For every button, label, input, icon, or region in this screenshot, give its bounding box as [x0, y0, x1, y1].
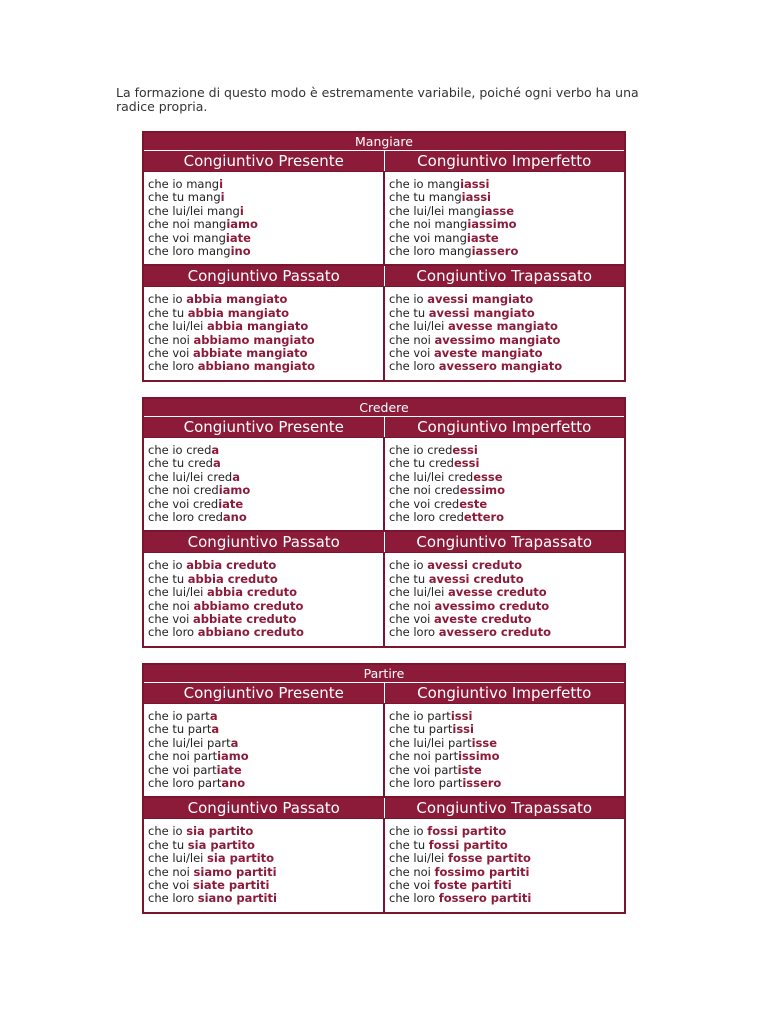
conjugation-line	[389, 737, 624, 750]
conjugation-ending: i	[239, 203, 244, 218]
header-trapassato: Congiuntivo Trapassato	[385, 532, 625, 552]
conjugation-line	[389, 613, 624, 626]
cell-trapassato	[385, 819, 624, 911]
conjugation-prefix: che voi	[389, 611, 435, 626]
conjugation-line	[148, 245, 383, 258]
header-imperfetto: Congiuntivo Imperfetto	[385, 683, 625, 703]
cell-passato	[144, 553, 385, 645]
conjugation-ending: fossero partiti	[438, 891, 532, 906]
header-trapassato: Congiuntivo Trapassato	[385, 266, 625, 286]
conjugation-ending: abbiamo mangiato	[193, 332, 315, 347]
conjugation-prefix: che lui/lei	[148, 319, 208, 334]
conjugation-ending: issi	[452, 722, 474, 737]
conjugation-ending: iate	[225, 230, 251, 245]
conjugation-line	[148, 559, 383, 572]
conjugation-line	[389, 444, 624, 457]
conjugation-ending: i	[220, 190, 225, 205]
conjugation-ending: aveste mangiato	[434, 345, 543, 360]
conjugation-ending: isse	[471, 735, 498, 750]
conjugation-line	[148, 484, 383, 497]
conjugation-prefix: che tu	[148, 571, 188, 586]
conjugation-line	[389, 191, 624, 204]
conjugation-line	[148, 307, 383, 320]
conjugation-ending: avessimo creduto	[434, 598, 550, 613]
conjugation-ending: fosse partito	[448, 851, 531, 866]
conjugation-line	[148, 457, 383, 470]
conjugation-line	[389, 498, 624, 511]
header-row-bottom	[144, 532, 624, 552]
conjugation-ending: a	[232, 469, 240, 484]
conjugation-line	[148, 205, 383, 218]
conjugation-ending: ino	[230, 243, 251, 258]
conjugation-prefix: che io	[389, 292, 428, 307]
conjugation-ending: issi	[450, 709, 473, 723]
conjugation-prefix: che loro mang	[148, 243, 231, 258]
conjugation-prefix: che voi	[148, 345, 194, 360]
conjugation-prefix: che loro cred	[389, 509, 464, 524]
conjugation-ending: este	[459, 496, 488, 511]
verb-table-mangiare	[142, 131, 626, 382]
conjugation-line	[389, 178, 624, 191]
conjugation-line	[389, 471, 624, 484]
conjugation-prefix: che noi	[148, 598, 194, 613]
conjugation-line	[389, 334, 624, 347]
conjugation-ending: foste partiti	[434, 877, 512, 892]
conjugation-line	[389, 764, 624, 777]
conjugation-line	[389, 750, 624, 763]
cell-trapassato	[385, 553, 624, 645]
conjugation-prefix: che voi	[148, 877, 194, 892]
conjugation-prefix: che voi	[389, 877, 435, 892]
verb-title: Mangiare	[144, 133, 624, 151]
conjugation-ending: essi	[453, 456, 480, 471]
conjugation-ending: a	[211, 722, 220, 737]
conjugation-line	[389, 573, 624, 586]
conjugation-ending: avessimo mangiato	[434, 332, 561, 347]
conjugation-ending: a	[209, 709, 218, 723]
conjugation-prefix: che io	[389, 558, 428, 573]
conjugation-ending: iasse	[480, 203, 515, 218]
conjugation-line	[148, 293, 383, 306]
header-passato: Congiuntivo Passato	[144, 798, 385, 818]
conjugation-ending: abbia mangiato	[207, 319, 309, 334]
conjugation-ending: iassi	[461, 190, 491, 205]
cell-imperfetto	[385, 172, 624, 264]
conjugation-ending: avessi creduto	[428, 571, 524, 586]
conjugation-prefix: che tu	[389, 305, 429, 320]
header-imperfetto: Congiuntivo Imperfetto	[385, 151, 625, 171]
conjugation-prefix: che loro part	[389, 775, 463, 790]
conjugation-ending: fossi partito	[427, 824, 507, 839]
conjugation-line	[148, 600, 383, 613]
conjugation-line	[148, 178, 383, 191]
conjugation-line	[148, 825, 383, 838]
conjugation-ending: iaste	[466, 230, 499, 245]
conjugation-line	[148, 498, 383, 511]
conjugation-prefix: che noi	[148, 864, 194, 879]
conjugation-line	[389, 484, 624, 497]
conjugation-ending: iate	[218, 496, 244, 511]
conjugation-ending: fossi partito	[428, 837, 508, 852]
conjugation-prefix: che voi part	[389, 762, 458, 777]
header-presente: Congiuntivo Presente	[144, 151, 385, 171]
conjugation-line	[389, 293, 624, 306]
conjugation-line	[148, 218, 383, 231]
conjugation-ending: iassimo	[467, 217, 517, 232]
header-presente: Congiuntivo Presente	[144, 683, 385, 703]
conjugation-line	[389, 360, 624, 373]
conjugation-line	[389, 852, 624, 865]
conjugation-ending: iamo	[217, 749, 249, 764]
conjugation-prefix: che io part	[148, 709, 210, 723]
conjugation-line	[389, 626, 624, 639]
conjugation-prefix: che loro	[389, 359, 439, 374]
conjugation-prefix: che loro mang	[389, 243, 472, 258]
conjugation-ending: avessi mangiato	[427, 292, 534, 307]
conjugation-ending: siate partiti	[193, 877, 270, 892]
conjugation-line	[389, 600, 624, 613]
conjugation-line	[148, 334, 383, 347]
conjugation-prefix: che lui/lei mang	[148, 203, 240, 218]
conjugation-ending: avesse creduto	[448, 585, 547, 600]
body-row-top	[144, 703, 624, 796]
conjugation-prefix: che io part	[389, 709, 451, 723]
conjugation-ending: iassero	[471, 243, 519, 258]
conjugation-prefix: che voi	[389, 345, 435, 360]
conjugation-ending: iate	[216, 762, 242, 777]
conjugation-prefix: che io	[389, 824, 428, 839]
conjugation-prefix: che tu	[389, 571, 429, 586]
conjugation-prefix: che noi	[389, 864, 435, 879]
conjugation-line	[148, 852, 383, 865]
conjugation-line	[389, 559, 624, 572]
conjugation-ending: abbia creduto	[186, 558, 277, 573]
header-passato: Congiuntivo Passato	[144, 532, 385, 552]
conjugation-prefix: che loro	[148, 625, 198, 640]
conjugation-prefix: che io	[148, 292, 187, 307]
verb-title: Credere	[144, 399, 624, 417]
conjugation-ending: esse	[473, 469, 503, 484]
conjugation-ending: issero	[462, 775, 502, 790]
conjugation-ending: sia partito	[207, 851, 275, 866]
conjugation-ending: avessero creduto	[438, 625, 551, 640]
conjugation-prefix: che loro	[148, 891, 198, 906]
conjugation-line	[148, 892, 383, 905]
conjugation-prefix: che lui/lei part	[148, 735, 231, 750]
conjugation-ending: a	[211, 443, 220, 457]
conjugation-ending: ano	[222, 509, 247, 524]
conjugation-ending: avessi creduto	[427, 558, 523, 573]
conjugation-line	[148, 511, 383, 524]
conjugation-prefix: che noi part	[389, 749, 459, 764]
conjugation-ending: sia partito	[186, 824, 254, 839]
conjugation-line	[148, 444, 383, 457]
conjugation-line	[389, 218, 624, 231]
conjugation-ending: iamo	[218, 483, 251, 498]
conjugation-line	[148, 191, 383, 204]
conjugation-ending: siamo partiti	[193, 864, 277, 879]
cell-trapassato	[385, 287, 624, 379]
conjugation-prefix: che io cred	[389, 443, 453, 457]
header-passato: Congiuntivo Passato	[144, 266, 385, 286]
header-row-top	[144, 417, 624, 437]
header-row-top	[144, 683, 624, 703]
header-row-bottom	[144, 266, 624, 286]
conjugation-line	[389, 839, 624, 852]
conjugation-prefix: che io	[148, 824, 187, 839]
conjugation-line	[148, 879, 383, 892]
conjugation-line	[148, 710, 383, 723]
conjugation-line	[148, 573, 383, 586]
conjugation-ending: ano	[221, 775, 246, 790]
intro-paragraph: La formazione di questo modo è estremamente variabile, poiché ogni verbo ha una radice propria.	[116, 85, 639, 114]
conjugation-prefix: che noi mang	[389, 217, 468, 232]
header-row-top	[144, 151, 624, 171]
conjugation-ending: aveste creduto	[434, 611, 532, 626]
conjugation-prefix: che voi part	[148, 762, 217, 777]
conjugation-prefix: che loro part	[148, 775, 222, 790]
conjugation-prefix: che voi cred	[389, 496, 460, 511]
conjugation-ending: siano partiti	[197, 891, 277, 906]
conjugation-ending: abbiate creduto	[193, 611, 297, 626]
conjugation-ending: abbiano mangiato	[197, 359, 316, 374]
conjugation-prefix: che noi cred	[148, 483, 219, 498]
conjugation-prefix: che loro cred	[148, 509, 223, 524]
header-row-bottom	[144, 798, 624, 818]
conjugation-line	[389, 232, 624, 245]
body-row-bottom	[144, 286, 624, 379]
conjugation-prefix: che tu mang	[148, 190, 221, 205]
conjugation-prefix: che lui/lei	[148, 851, 208, 866]
conjugation-ending: abbia creduto	[207, 585, 298, 600]
conjugation-ending: avessero mangiato	[438, 359, 563, 374]
conjugation-line	[148, 777, 383, 790]
cell-presente	[144, 172, 385, 264]
conjugation-prefix: che voi mang	[389, 230, 467, 245]
conjugation-prefix: che loro	[148, 359, 198, 374]
conjugation-ending: abbia creduto	[187, 571, 278, 586]
conjugation-ending: abbiamo creduto	[193, 598, 304, 613]
cell-passato	[144, 287, 385, 379]
conjugation-prefix: che tu	[148, 837, 188, 852]
verb-title: Partire	[144, 665, 624, 683]
conjugation-prefix: che noi	[148, 332, 194, 347]
cell-imperfetto	[385, 704, 624, 796]
conjugation-ending: essi	[452, 443, 478, 457]
conjugation-line	[148, 347, 383, 360]
conjugation-ending: abbia mangiato	[186, 292, 288, 307]
conjugation-line	[389, 892, 624, 905]
conjugation-ending: a	[212, 456, 221, 471]
body-row-bottom	[144, 552, 624, 645]
body-row-top	[144, 437, 624, 530]
conjugation-ending: abbiate mangiato	[193, 345, 308, 360]
conjugation-line	[148, 586, 383, 599]
conjugation-line	[389, 205, 624, 218]
conjugation-prefix: che lui/lei cred	[389, 469, 474, 484]
conjugation-ending: i	[219, 177, 224, 191]
conjugation-ending: essimo	[459, 483, 506, 498]
header-presente: Congiuntivo Presente	[144, 417, 385, 437]
conjugation-line	[389, 511, 624, 524]
conjugation-ending: iamo	[226, 217, 258, 232]
conjugation-prefix: che tu	[389, 837, 429, 852]
body-row-bottom	[144, 818, 624, 911]
header-trapassato: Congiuntivo Trapassato	[385, 798, 625, 818]
conjugation-ending: avesse mangiato	[448, 319, 558, 334]
conjugation-prefix: che voi	[148, 611, 194, 626]
cell-imperfetto	[385, 438, 624, 530]
body-row-top	[144, 171, 624, 264]
conjugation-prefix: che noi	[389, 598, 435, 613]
conjugation-line	[148, 232, 383, 245]
conjugation-line	[148, 613, 383, 626]
cell-presente	[144, 704, 385, 796]
conjugation-line	[389, 710, 624, 723]
conjugation-line	[389, 825, 624, 838]
conjugation-line	[389, 347, 624, 360]
conjugation-prefix: che tu	[148, 305, 188, 320]
cell-presente	[144, 438, 385, 530]
conjugation-prefix: che voi mang	[148, 230, 226, 245]
conjugation-ending: fossimo partiti	[434, 864, 530, 879]
conjugation-prefix: che noi mang	[148, 217, 227, 232]
conjugation-line	[148, 360, 383, 373]
conjugation-line	[148, 737, 383, 750]
verb-table-credere	[142, 397, 626, 648]
conjugation-line	[389, 777, 624, 790]
conjugation-ending: avessi mangiato	[428, 305, 535, 320]
conjugation-prefix: che lui/lei part	[389, 735, 472, 750]
conjugation-ending: iassi	[460, 177, 490, 191]
conjugation-line	[389, 307, 624, 320]
conjugation-line	[148, 764, 383, 777]
conjugation-line	[389, 586, 624, 599]
conjugation-prefix: che tu cred	[148, 456, 213, 471]
conjugation-prefix: che loro	[389, 625, 439, 640]
conjugation-line	[148, 471, 383, 484]
conjugation-line	[389, 320, 624, 333]
conjugation-prefix: che lui/lei cred	[148, 469, 233, 484]
conjugation-ending: abbia mangiato	[187, 305, 289, 320]
cell-passato	[144, 819, 385, 911]
header-imperfetto: Congiuntivo Imperfetto	[385, 417, 625, 437]
conjugation-prefix: che io mang	[148, 177, 220, 191]
conjugation-ending: abbiano creduto	[197, 625, 304, 640]
conjugation-prefix: che tu cred	[389, 456, 454, 471]
conjugation-prefix: che lui/lei	[389, 585, 449, 600]
conjugation-ending: ettero	[463, 509, 505, 524]
conjugation-line	[148, 626, 383, 639]
conjugation-line	[389, 866, 624, 879]
conjugation-line	[148, 839, 383, 852]
conjugation-line	[148, 320, 383, 333]
conjugation-line	[389, 245, 624, 258]
conjugation-prefix: che voi cred	[148, 496, 219, 511]
conjugation-line	[389, 457, 624, 470]
conjugation-prefix: che io	[148, 558, 187, 573]
conjugation-prefix: che tu mang	[389, 190, 462, 205]
conjugation-prefix: che noi	[389, 332, 435, 347]
conjugation-prefix: che io cred	[148, 443, 212, 457]
conjugation-prefix: che lui/lei mang	[389, 203, 481, 218]
conjugation-prefix: che lui/lei	[389, 319, 449, 334]
conjugation-prefix: che tu part	[148, 722, 212, 737]
conjugation-prefix: che lui/lei	[389, 851, 449, 866]
conjugation-prefix: che tu part	[389, 722, 453, 737]
verb-table-partire	[142, 663, 626, 914]
conjugation-line	[389, 879, 624, 892]
conjugation-line	[389, 723, 624, 736]
conjugation-prefix: che noi part	[148, 749, 218, 764]
conjugation-line	[148, 750, 383, 763]
conjugation-prefix: che loro	[389, 891, 439, 906]
conjugation-prefix: che noi cred	[389, 483, 460, 498]
conjugation-ending: sia partito	[187, 837, 255, 852]
conjugation-line	[148, 723, 383, 736]
conjugation-prefix: che lui/lei	[148, 585, 208, 600]
conjugation-line	[148, 866, 383, 879]
conjugation-prefix: che io mang	[389, 177, 461, 191]
conjugation-ending: issimo	[458, 749, 500, 764]
conjugation-ending: iste	[457, 762, 482, 777]
conjugation-ending: a	[230, 735, 239, 750]
